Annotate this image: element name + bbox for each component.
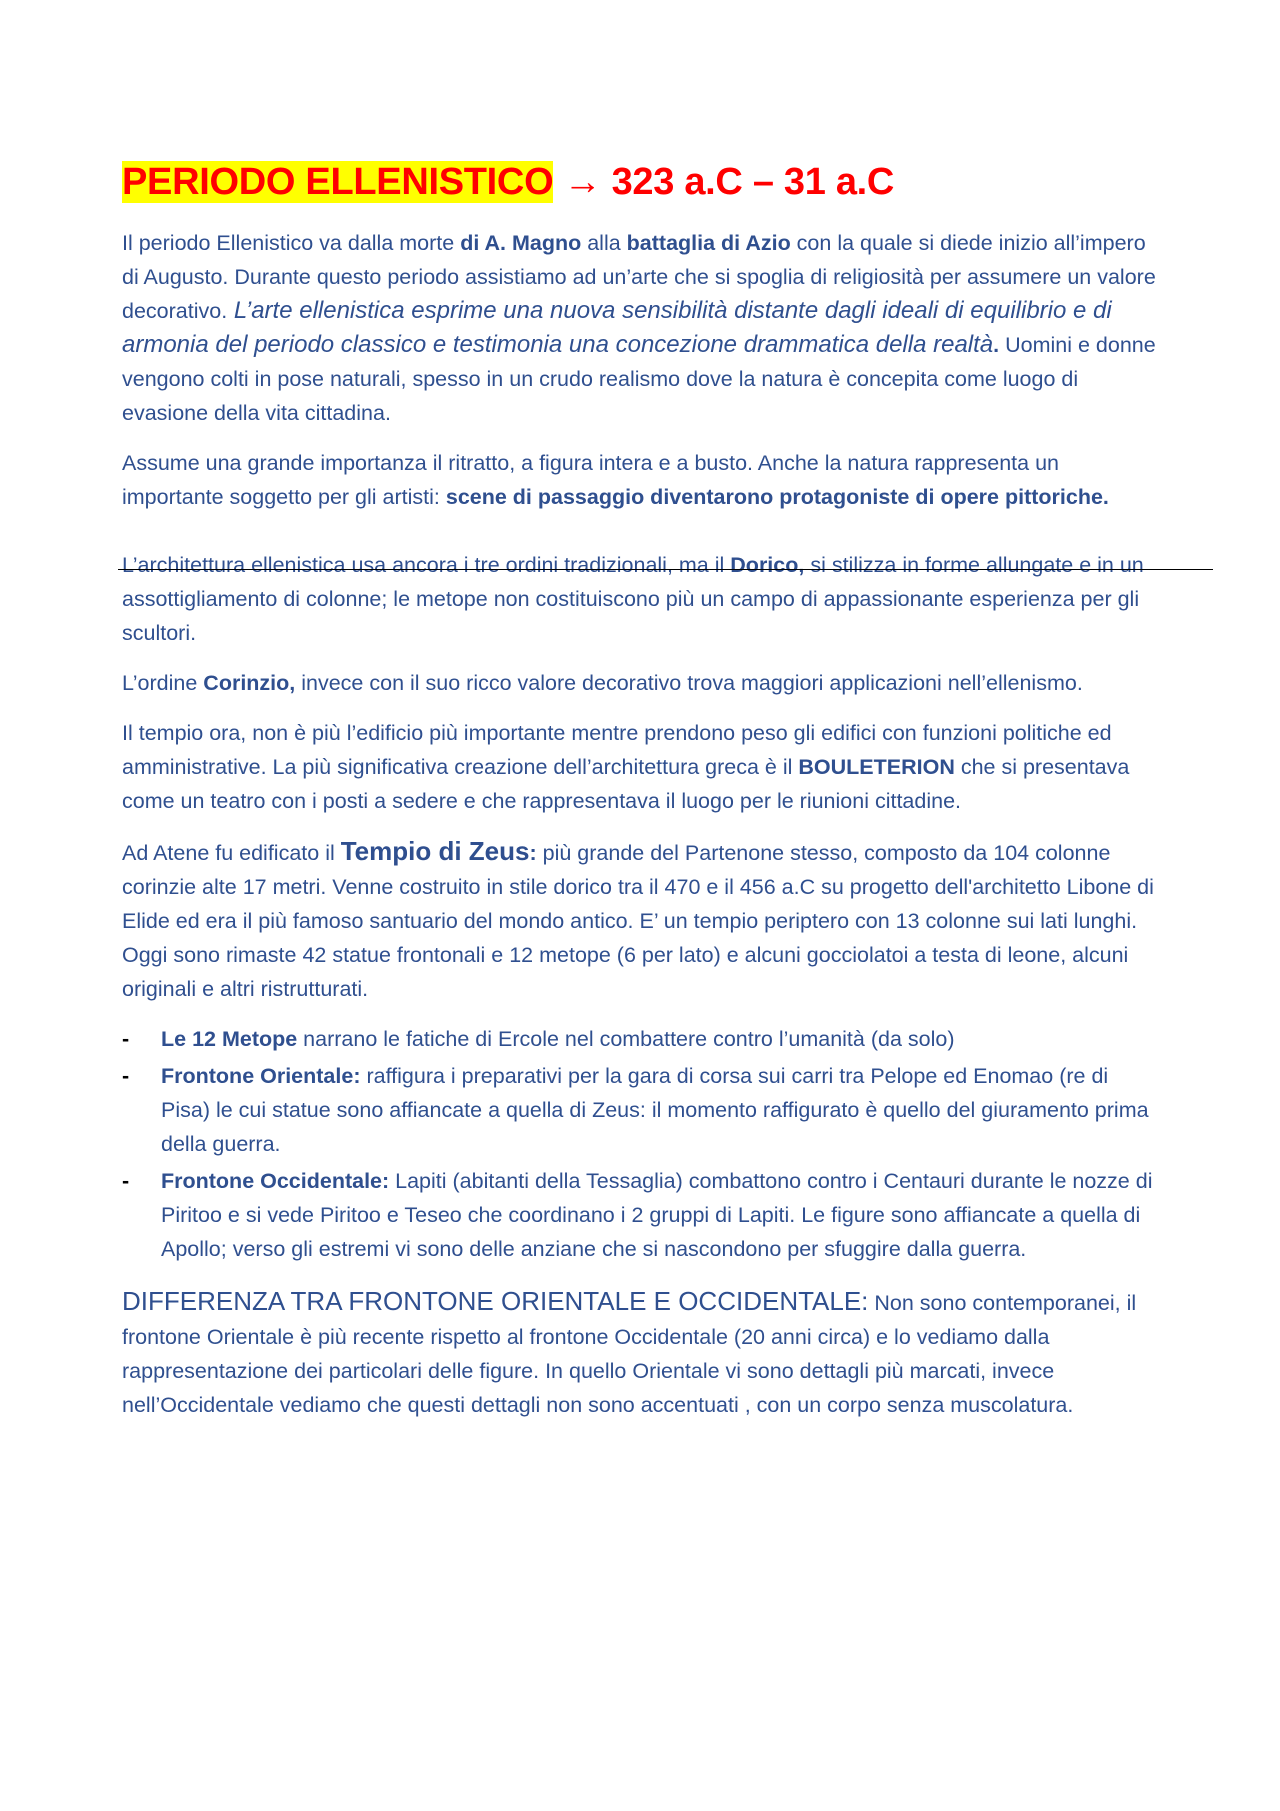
- large-bold-text: Tempio di Zeus: [340, 836, 530, 866]
- text: si stilizza in forme allungate e in un assottigliamento di colonne; le metope non costituiscono più un campo di appassionante esperienza per gli scultori.: [122, 553, 1144, 645]
- text: L’architettura ellenistica usa ancora i tre ordini tradizionali, ma il: [122, 553, 731, 577]
- paragraph-ritratto: [122, 446, 1162, 514]
- list-frontoni: [122, 1022, 1162, 1266]
- page-title: [122, 156, 1162, 208]
- italic-text: L’arte ellenistica esprime una nuova sensibilità distante dagli ideali di equilibrio e di armonia del periodo classico e testimonia una concezione drammatica della realtà: [122, 297, 1112, 358]
- bold-text: battaglia di Azio: [626, 231, 791, 255]
- text: raffigura i preparativi per la gara di corsa sui carri tra Pelope ed Enomao (re di Pisa) le cui statue sono affiancate a quella di Zeus: il momento raffigurato è quello del giuramento prima della guerra.: [161, 1064, 1149, 1156]
- document-body: [122, 156, 1162, 1438]
- bold-text: di A. Magno: [460, 231, 582, 255]
- bold-text: Frontone Orientale:: [161, 1064, 361, 1088]
- paragraph-bouleterion: [122, 716, 1162, 818]
- arrow-right-icon: →: [563, 161, 602, 203]
- paragraph-differenza: [122, 1284, 1162, 1422]
- paragraph-architettura: [122, 548, 1162, 650]
- text: Uomini e donne vengono colti in pose naturali, spesso in un crudo realismo dove la natura è concepita come luogo di evasione della vita cittadina.: [122, 333, 1156, 425]
- bold-text: scene di passaggio diventarono protagoniste di opere pittoriche.: [445, 485, 1109, 509]
- text: Non sono contemporanei, il frontone Orientale è più recente rispetto al frontone Occidentale (20 anni circa) e lo vediamo dalla rappresentazione dei particolari delle figure. In quello Orientale vi sono dettagli più marcati, invece nell’Occidentale vediamo che questi dettagli non sono accentuati , con un corpo senza muscolatura.: [122, 1291, 1137, 1417]
- text: narrano le fatiche di Ercole nel combattere contro l’umanità (da solo): [297, 1027, 955, 1051]
- dash-bullet-icon: -: [122, 1027, 130, 1051]
- text: L’ordine: [122, 671, 204, 695]
- bold-text: Dorico,: [730, 553, 805, 577]
- text: più grande del Partenone stesso, composto da 104 colonne corinzie alte 17 metri. Venne costruito in stile dorico tra il 470 e il 456 a.C su progetto dell'architetto Libone di Elide ed era il più famoso santuario del mondo antico. E’ un tempio periptero con 13 colonne sui lati lunghi. Oggi sono rimaste 42 statue frontonali e 12 metope (6 per lato) e alcuni gocciolatoi a testa di leone, alcuni originali e altri ristrutturati.: [122, 841, 1154, 1001]
- paragraph-corinzio: [122, 666, 1162, 700]
- paragraph-intro: [122, 226, 1162, 430]
- bold-text: .: [993, 333, 1000, 357]
- list-item: [122, 1022, 1162, 1056]
- bold-text: :: [529, 841, 537, 865]
- text: Il tempio ora, non è più l’edificio più importante mentre prendono peso gli edifici con funzioni politiche ed amministrative. La più significativa creazione dell’architettura greca è il: [122, 721, 1112, 779]
- text: alla: [581, 231, 627, 255]
- title-highlight: PERIODO ELLENISTICO: [122, 161, 554, 203]
- text: Il periodo Ellenistico va dalla morte: [122, 231, 461, 255]
- text: invece con il suo ricco valore decorativo trova maggiori applicazioni nell’ellenismo.: [295, 671, 1083, 695]
- paragraph-tempio-zeus: [122, 834, 1162, 1006]
- bold-text: BOULETERION: [798, 755, 955, 779]
- text: Assume una grande importanza il ritratto, a figura intera e a busto. Anche la natura rappresenta un importante soggetto per gli artisti:: [122, 451, 1060, 509]
- list-item: [122, 1059, 1162, 1161]
- text: con la quale si diede inizio all’impero di Augusto. Durante questo periodo assistiamo ad un’arte che si spoglia di religiosità per assumere un valore decorativo.: [122, 231, 1156, 323]
- bold-text: Corinzio,: [203, 671, 296, 695]
- dash-bullet-icon: -: [122, 1169, 130, 1193]
- bold-text: Le 12 Metope: [161, 1027, 298, 1051]
- text: Lapiti (abitanti della Tessaglia) combattono contro i Centauri durante le nozze di Piritoo e si vede Piritoo e Teseo che coordinano i 2 gruppi di Lapiti. Le figure sono affiancate a quella di Apollo; verso gli estremi vi sono delle anziane che si nascondono per sfuggire dalla guerra.: [161, 1169, 1153, 1261]
- bold-text: Frontone Occidentale:: [161, 1169, 390, 1193]
- text: Ad Atene fu edificato il: [122, 841, 341, 865]
- list-item: [122, 1164, 1162, 1266]
- dash-bullet-icon: -: [122, 1064, 130, 1088]
- horizontal-divider: [118, 569, 1213, 570]
- title-dates: 323 a.C – 31 a.C: [611, 161, 895, 203]
- text: che si presentava come un teatro con i posti a sedere e che rappresentava il luogo per le riunioni cittadine.: [122, 755, 1130, 813]
- section-heading-inline: DIFFERENZA TRA FRONTONE ORIENTALE E OCCIDENTALE:: [122, 1286, 869, 1316]
